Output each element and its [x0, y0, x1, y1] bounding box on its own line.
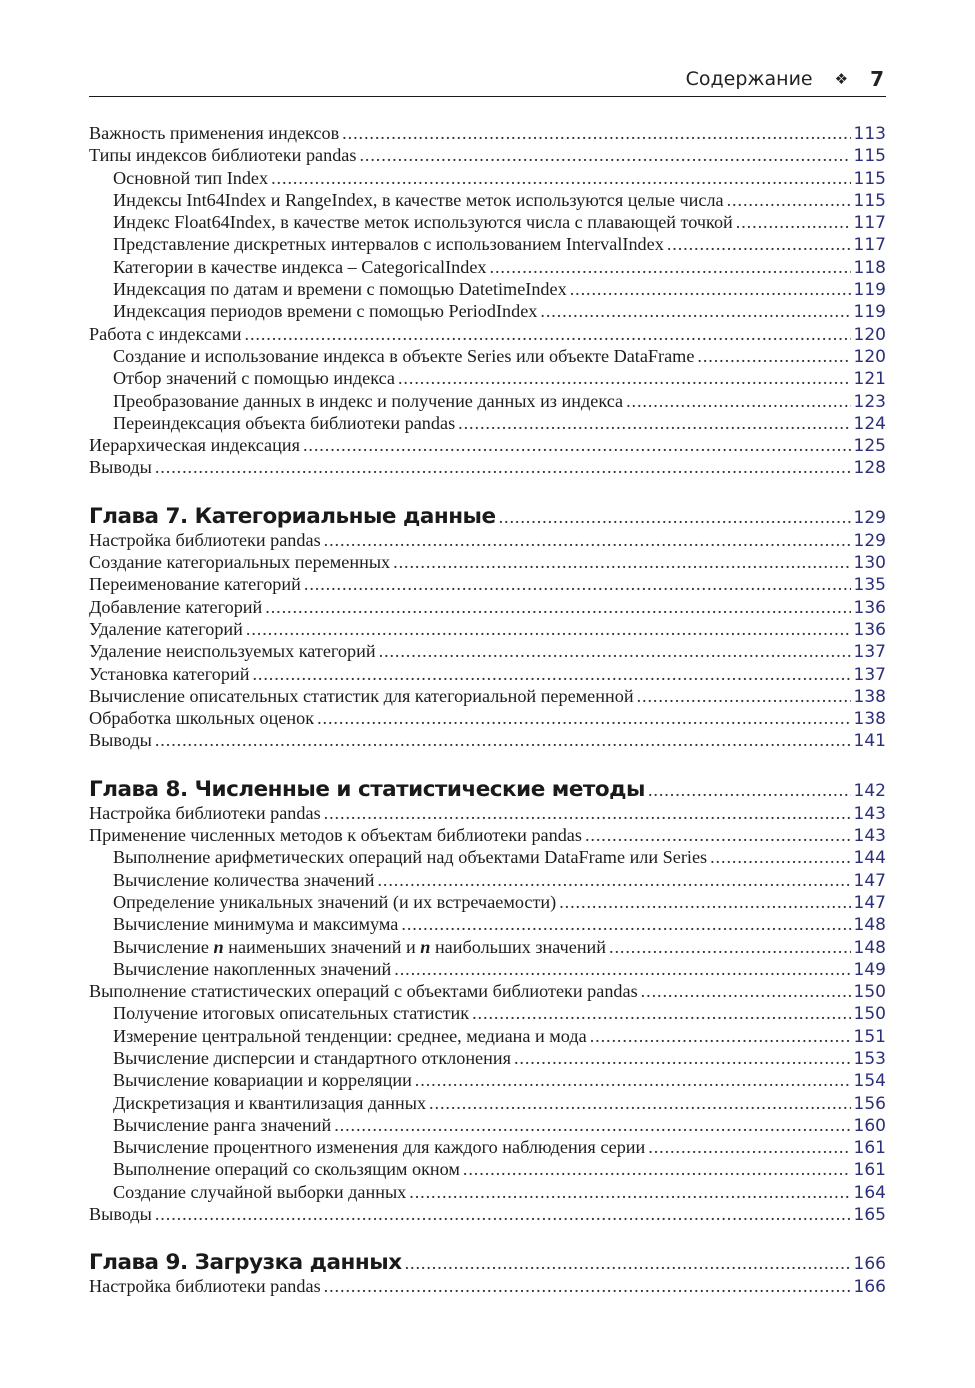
toc-entry[interactable] [89, 1003, 886, 1025]
toc-entry[interactable] [89, 190, 886, 212]
dot-leader [590, 1026, 851, 1047]
toc-entry[interactable] [89, 641, 886, 663]
toc-entry-title: Создание и использование индекса в объекте Series или объекте DataFrame [113, 345, 695, 366]
dot-leader [271, 168, 851, 189]
dot-leader [359, 145, 851, 166]
toc-chapter-entry[interactable] [89, 1250, 886, 1276]
toc-entry-title: Измерение центральной тенденции: среднее, медиана и мода [113, 1025, 587, 1046]
toc-entry[interactable] [89, 959, 886, 981]
toc-entry-title: Переиндексация объекта библиотеки pandas [113, 412, 456, 433]
toc-page-number[interactable]: 166 [853, 1254, 886, 1275]
toc-page-number[interactable]: 156 [853, 1093, 886, 1114]
toc-entry-title: Глава 9. Загрузка данных [89, 1250, 402, 1276]
toc-entry[interactable] [89, 937, 886, 959]
dot-leader [252, 664, 851, 685]
toc-entry-title: Удаление категорий [89, 618, 243, 639]
page-number: 7 [870, 67, 884, 91]
toc-entry-title: Глава 7. Категориальные данные [89, 503, 496, 529]
toc-entry[interactable] [89, 123, 886, 145]
dot-leader [626, 391, 851, 412]
toc-entry-title: Выводы [89, 1204, 152, 1225]
toc-entry[interactable] [89, 730, 886, 752]
toc-entry[interactable] [89, 1048, 886, 1070]
toc-entry-title: Добавление категорий [89, 596, 263, 617]
dot-leader [697, 346, 851, 367]
toc-entry-title: Определение уникальных значений (и их встречаемости) [113, 891, 557, 912]
toc-entry[interactable] [89, 914, 886, 936]
dot-leader [334, 1115, 851, 1136]
toc-entry-title: Дискретизация и квантилизация данных [113, 1092, 427, 1113]
toc-entry[interactable] [89, 1093, 886, 1115]
dot-leader [324, 530, 851, 551]
toc-entry-title: Переименование категорий [89, 574, 301, 595]
toc-entry-title: Создание категориальных переменных [89, 552, 391, 573]
toc-page-number[interactable]: 137 [853, 642, 886, 663]
toc-page-number[interactable]: 164 [853, 1182, 886, 1203]
toc-entry-title: Выполнение статистических операций с объектами библиотеки pandas [89, 981, 638, 1002]
toc-entry[interactable] [89, 574, 886, 596]
toc-page-number[interactable]: 136 [853, 619, 886, 640]
dot-leader [317, 708, 851, 729]
toc-page-number[interactable]: 117 [853, 235, 886, 256]
toc-entry-title: Настройка библиотеки pandas [89, 529, 321, 550]
toc-entry-title: Применение численных методов к объектам библиотеки pandas [89, 825, 582, 846]
toc-page-number[interactable]: 150 [853, 1004, 886, 1025]
toc-entry[interactable] [89, 168, 886, 190]
toc-entry-title: Вычисление количества значений [113, 869, 375, 890]
dot-leader [324, 803, 851, 824]
toc-entry-title: Удаление неиспользуемых категорий [89, 641, 376, 662]
toc-page-number[interactable]: 141 [853, 731, 886, 752]
toc-entry[interactable] [89, 1276, 886, 1298]
header-title: Содержание [685, 68, 813, 90]
toc-page-number[interactable]: 144 [853, 848, 886, 869]
toc-page-number[interactable]: 125 [853, 436, 886, 457]
toc-entry[interactable] [89, 664, 886, 686]
toc-entry-title: Вычисление накопленных значений [113, 958, 392, 979]
toc-entry[interactable] [89, 803, 886, 825]
toc-page-number[interactable]: 160 [853, 1115, 886, 1136]
toc-page-number[interactable]: 166 [853, 1277, 886, 1298]
toc-entry-title: Выполнение арифметических операций над объектами DataFrame или Series [113, 847, 708, 868]
toc-entry-title: Вычисление дисперсии и стандартного отклонения [113, 1047, 511, 1068]
toc-page-number[interactable]: 161 [853, 1138, 886, 1159]
toc-page-number[interactable]: 130 [853, 553, 886, 574]
toc-page-number[interactable]: 124 [853, 413, 886, 434]
toc-entry-title: Настройка библиотеки pandas [89, 802, 321, 823]
toc-entry[interactable] [89, 212, 886, 234]
toc-entry-title: Работа с индексами [89, 323, 242, 344]
toc-entry-title: Индексация периодов времени с помощью PeriodIndex [113, 301, 538, 322]
toc-page-number[interactable]: 115 [853, 190, 886, 211]
toc-page-number[interactable]: 113 [853, 124, 886, 144]
ornament-icon: ❖ [834, 70, 849, 88]
dot-leader [499, 507, 851, 528]
dot-leader [409, 1182, 851, 1203]
dot-leader [570, 279, 851, 300]
toc-page-number[interactable]: 137 [853, 664, 886, 685]
dot-leader [641, 981, 851, 1002]
dot-leader [585, 825, 851, 846]
toc-page-number[interactable]: 165 [853, 1205, 886, 1226]
toc-entry[interactable] [89, 597, 886, 619]
toc-entry[interactable] [89, 1070, 886, 1092]
toc-entry[interactable] [89, 708, 886, 730]
toc-page-number[interactable]: 129 [853, 530, 886, 551]
toc-page-number[interactable]: 120 [853, 346, 886, 367]
toc-entry-title: Преобразование данных в индекс и получение данных из индекса [113, 390, 624, 411]
toc-page-number[interactable]: 147 [853, 892, 886, 913]
toc-page-number[interactable]: 149 [853, 959, 886, 980]
toc-entry[interactable] [89, 234, 886, 256]
toc-page-number[interactable]: 161 [853, 1160, 886, 1181]
toc-entry-title: Категории в качестве индекса – CategoricalIndex [113, 256, 487, 277]
toc-entry[interactable] [89, 1159, 886, 1181]
toc-page-number[interactable]: 142 [853, 780, 886, 801]
toc-entry-title: Настройка библиотеки pandas [89, 1276, 321, 1297]
toc-entry-title: Представление дискретных интервалов с использованием IntervalIndex [113, 234, 664, 255]
toc-page-number[interactable]: 153 [853, 1048, 886, 1069]
toc-entry[interactable] [89, 413, 886, 435]
dot-leader [736, 212, 851, 233]
math-variable: n [213, 936, 224, 957]
toc-page-number[interactable]: 119 [853, 302, 886, 323]
toc-entry[interactable] [89, 368, 886, 390]
toc-entry[interactable] [89, 686, 886, 708]
toc-page-number[interactable]: 115 [853, 146, 886, 167]
dot-leader [245, 324, 852, 345]
dot-leader [609, 937, 851, 958]
toc-entry[interactable] [89, 847, 886, 869]
dot-leader [667, 234, 851, 255]
dot-leader [393, 552, 851, 573]
toc-entry-title: Вычисление описательных статистик для категориальной переменной [89, 685, 634, 706]
toc-chapter-entry[interactable] [89, 504, 886, 530]
toc-entry[interactable] [89, 301, 886, 323]
toc-page-number[interactable]: 119 [853, 280, 886, 301]
dot-leader [458, 413, 851, 434]
dot-leader [648, 780, 851, 801]
toc-entry-title: Получение итоговых описательных статистик [113, 1003, 470, 1024]
dot-leader [405, 1253, 851, 1274]
dot-leader [377, 870, 851, 891]
toc-page-number[interactable]: 138 [853, 686, 886, 707]
dot-leader [429, 1093, 851, 1114]
toc-entry[interactable] [89, 1182, 886, 1204]
dot-leader [648, 1137, 851, 1158]
dot-leader [514, 1048, 851, 1069]
dot-leader [155, 730, 851, 751]
toc-page-number[interactable]: 128 [853, 458, 886, 479]
toc-entry-title: Важность применения индексов [89, 123, 340, 143]
toc-entry-title: Выводы [89, 730, 152, 751]
toc-entry-title: Вычисление ковариации и корреляции [113, 1070, 412, 1091]
toc-page-number[interactable]: 148 [853, 937, 886, 958]
toc-page-number[interactable]: 150 [853, 982, 886, 1003]
toc-entry-title: Типы индексов библиотеки pandas [89, 145, 357, 166]
toc-page-number[interactable]: 120 [853, 324, 886, 345]
toc-page-number[interactable]: 148 [853, 915, 886, 936]
dot-leader [559, 892, 851, 913]
toc-entry[interactable] [89, 825, 886, 847]
dot-leader [342, 123, 851, 144]
toc-entry[interactable] [89, 257, 886, 279]
toc-entry-title: Обработка школьных оценок [89, 708, 315, 729]
dot-leader [246, 619, 851, 640]
toc-entry[interactable] [89, 870, 886, 892]
dot-leader [727, 190, 851, 211]
toc-page-number[interactable]: 135 [853, 575, 886, 596]
toc-entry[interactable] [89, 324, 886, 346]
dot-leader [540, 301, 851, 322]
dot-leader [398, 368, 851, 389]
toc-entry-title: Создание случайной выборки данных [113, 1181, 407, 1202]
dot-leader [265, 597, 851, 618]
toc-entry[interactable] [89, 279, 886, 301]
toc-entry-title: Отбор значений с помощью индекса [113, 368, 395, 389]
toc-entry[interactable] [89, 530, 886, 552]
toc-entry[interactable] [89, 435, 886, 457]
toc-page-number[interactable]: 143 [853, 803, 886, 824]
toc-entry[interactable] [89, 457, 886, 479]
title-text: Вычисление [113, 936, 214, 957]
dot-leader [472, 1003, 851, 1024]
toc-entry[interactable] [89, 552, 886, 574]
table-of-contents [89, 123, 886, 1299]
toc-entry[interactable] [89, 1115, 886, 1137]
toc-entry-title: Иерархическая индексация [89, 435, 300, 456]
dot-leader [394, 959, 851, 980]
toc-page-number[interactable]: 136 [853, 597, 886, 618]
dot-leader [401, 914, 851, 935]
toc-entry-title: Выполнение операций со скользящим окном [113, 1159, 460, 1180]
toc-entry-title: Вычисление процентного изменения для каждого наблюдения серии [113, 1137, 646, 1158]
toc-entry[interactable] [89, 346, 886, 368]
toc-page-number[interactable]: 117 [853, 213, 886, 234]
toc-entry[interactable] [89, 1026, 886, 1048]
dot-leader [490, 257, 851, 278]
toc-entry[interactable] [89, 145, 886, 167]
toc-entry-title: Основной тип Index [113, 167, 269, 188]
toc-entry-title: Индексация по датам и времени с помощью DatetimeIndex [113, 279, 567, 300]
toc-entry[interactable] [89, 1204, 886, 1226]
dot-leader [155, 1204, 851, 1225]
dot-leader [637, 686, 851, 707]
toc-entry-title [113, 937, 606, 958]
toc-entry-title: Вычисление минимума и максимума [113, 914, 399, 935]
toc-entry[interactable] [89, 981, 886, 1003]
dot-leader [324, 1276, 851, 1297]
running-header [89, 62, 886, 97]
toc-page-number[interactable]: 121 [853, 369, 886, 390]
toc-entry[interactable] [89, 892, 886, 914]
toc-entry-title: Индекс Float64Index, в качестве меток используются числа с плавающей точкой [113, 212, 733, 233]
toc-page-number[interactable]: 143 [853, 826, 886, 847]
toc-entry[interactable] [89, 619, 886, 641]
toc-page-number[interactable]: 151 [853, 1026, 886, 1047]
dot-leader [463, 1159, 851, 1180]
toc-entry-title: Вычисление ранга значений [113, 1114, 332, 1135]
toc-page-number[interactable]: 123 [853, 391, 886, 412]
title-text: наибольших значений [430, 936, 607, 957]
toc-entry-title: Глава 8. Численные и статистические методы [89, 776, 645, 802]
math-variable: n [420, 936, 431, 957]
dot-leader [303, 435, 851, 456]
dot-leader [710, 847, 851, 868]
title-text: наименьших значений и [223, 936, 421, 957]
toc-page-number[interactable]: 138 [853, 709, 886, 730]
toc-page-number[interactable]: 115 [853, 168, 886, 189]
toc-entry-title: Выводы [89, 457, 152, 478]
toc-entry-title: Индексы Int64Index и RangeIndex, в качестве меток используются целые числа [113, 189, 724, 210]
dot-leader [415, 1070, 851, 1091]
toc-page-number[interactable]: 129 [853, 507, 886, 528]
dot-leader [379, 641, 851, 662]
dot-leader [155, 457, 851, 478]
toc-entry[interactable] [89, 1137, 886, 1159]
toc-entry-title: Установка категорий [89, 663, 250, 684]
dot-leader [304, 574, 851, 595]
toc-chapter-entry[interactable] [89, 777, 886, 803]
toc-page-number[interactable]: 147 [853, 870, 886, 891]
toc-page-number[interactable]: 118 [853, 257, 886, 278]
toc-page-number[interactable]: 154 [853, 1071, 886, 1092]
toc-entry[interactable] [89, 391, 886, 413]
